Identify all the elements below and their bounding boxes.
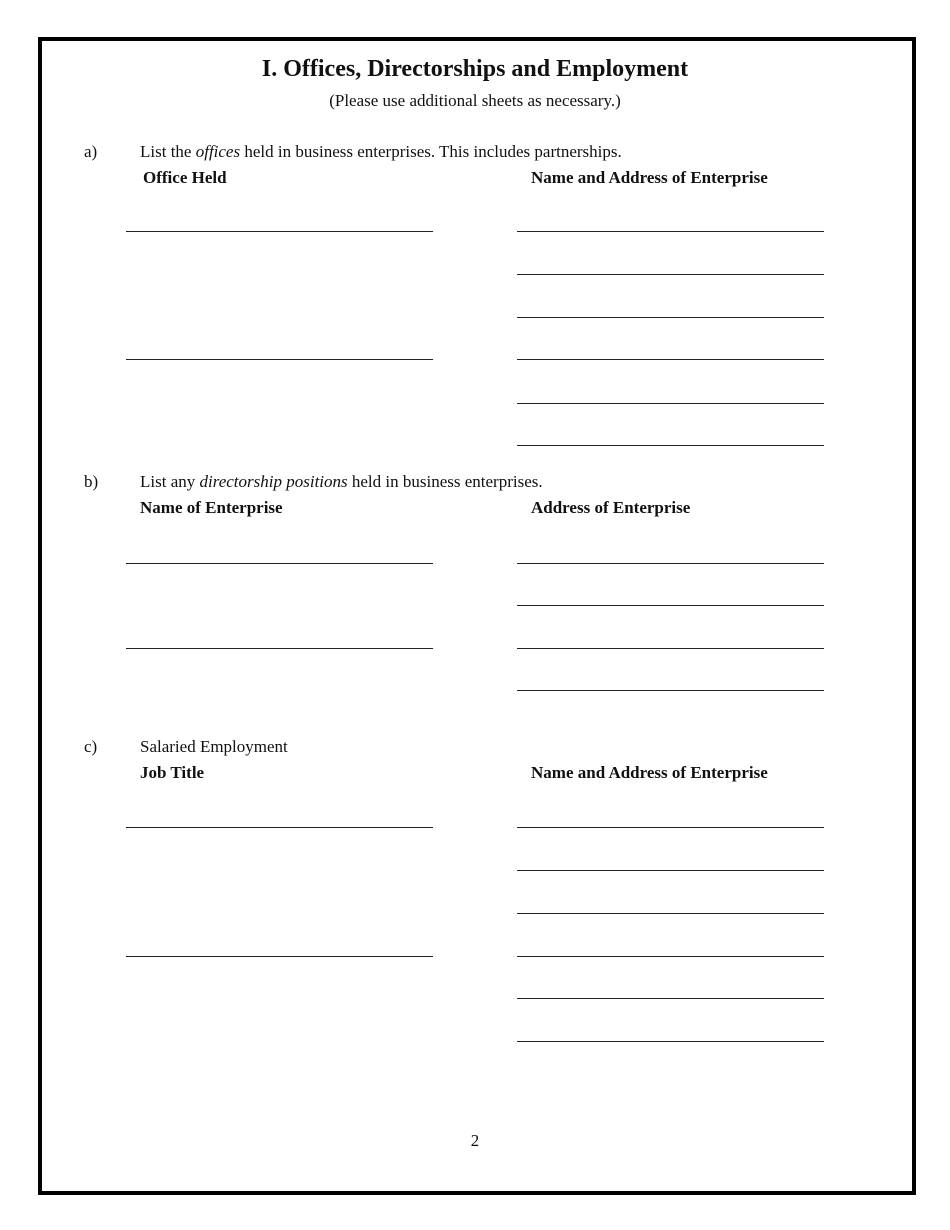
section-a-intro-emphasis: offices bbox=[195, 142, 241, 161]
employer-line-4[interactable] bbox=[517, 956, 824, 957]
section-b-intro-emphasis: directorship positions bbox=[199, 472, 348, 491]
enterprise-address-line-4[interactable] bbox=[517, 690, 824, 691]
office-held-line-1[interactable] bbox=[126, 231, 433, 232]
section-a-marker: a) bbox=[84, 142, 98, 161]
section-b-right-header: Address of Enterprise bbox=[531, 498, 691, 517]
page-number: 2 bbox=[470, 1131, 480, 1150]
page-border bbox=[38, 37, 916, 1195]
section-c-left-header: Job Title bbox=[140, 763, 205, 782]
section-a-right-header: Name and Address of Enterprise bbox=[531, 168, 768, 187]
section-a-intro-after: held in business enterprises. This includes partnerships. bbox=[240, 142, 622, 161]
section-a-intro-before: List the bbox=[140, 142, 196, 161]
employer-line-1[interactable] bbox=[517, 827, 824, 828]
enterprise-line-1[interactable] bbox=[517, 231, 824, 232]
enterprise-address-line-3[interactable] bbox=[517, 648, 824, 649]
employer-line-6[interactable] bbox=[517, 1041, 824, 1042]
enterprise-name-line-1[interactable] bbox=[126, 563, 433, 564]
section-c-intro: Salaried Employment bbox=[140, 737, 288, 756]
section-a-left-header: Office Held bbox=[143, 168, 227, 187]
section-b-marker: b) bbox=[84, 472, 99, 491]
section-b-intro-after: held in business enterprises. bbox=[347, 472, 543, 491]
section-c-marker: c) bbox=[84, 737, 98, 756]
page-subtitle: (Please use additional sheets as necessary.) bbox=[329, 91, 621, 110]
section-b-intro bbox=[140, 472, 543, 492]
page-title: I. Offices, Directorships and Employment bbox=[261, 56, 689, 82]
enterprise-address-line-1[interactable] bbox=[517, 563, 824, 564]
enterprise-line-2[interactable] bbox=[517, 274, 824, 275]
enterprise-line-5[interactable] bbox=[517, 403, 824, 404]
employer-line-2[interactable] bbox=[517, 870, 824, 871]
enterprise-name-line-2[interactable] bbox=[126, 648, 433, 649]
enterprise-line-4[interactable] bbox=[517, 359, 824, 360]
section-b-intro-before: List any bbox=[140, 472, 200, 491]
job-title-line-2[interactable] bbox=[126, 956, 433, 957]
enterprise-address-line-2[interactable] bbox=[517, 605, 824, 606]
employer-line-3[interactable] bbox=[517, 913, 824, 914]
enterprise-line-6[interactable] bbox=[517, 445, 824, 446]
section-a-intro bbox=[140, 142, 622, 162]
enterprise-line-3[interactable] bbox=[517, 317, 824, 318]
job-title-line-1[interactable] bbox=[126, 827, 433, 828]
section-c-right-header: Name and Address of Enterprise bbox=[531, 763, 768, 782]
office-held-line-2[interactable] bbox=[126, 359, 433, 360]
employer-line-5[interactable] bbox=[517, 998, 824, 999]
section-b-left-header: Name of Enterprise bbox=[140, 498, 283, 517]
